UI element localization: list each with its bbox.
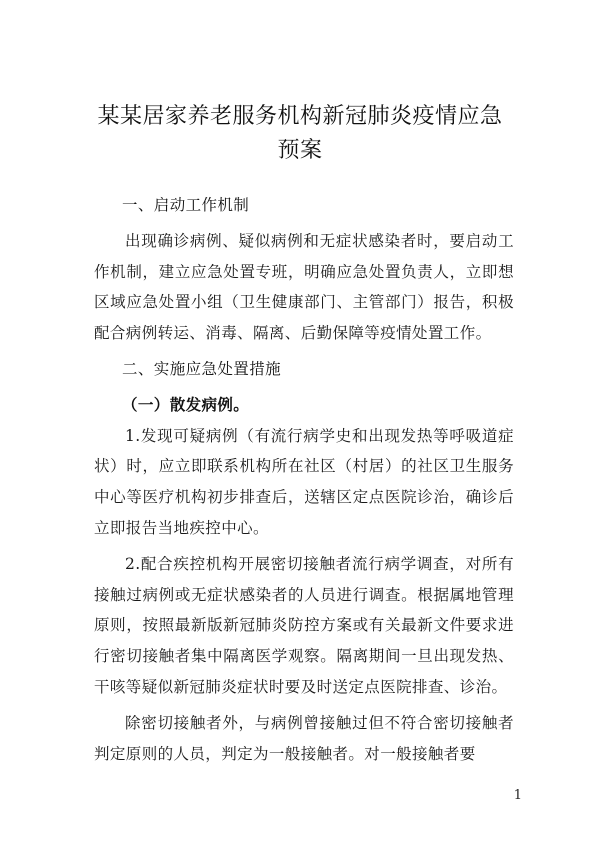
item-2-paragraph: 2.配合疾控机构开展密切接触者流行病学调查，对所有接触过病例或无症状感染者的人员进行调查。根据属地管理原则，按照最新版新冠肺炎防控方案或有关最新文件要求进行密切接触者集中隔离医学观察。隔离期间一旦出现发热、干咳等疑似新冠肺炎症状时要及时送定点医院排查、诊治。 <box>94 554 514 696</box>
section-2-heading: 二、实施应急处置措施 <box>122 359 282 378</box>
item-1-paragraph: 1.发现可疑病例（有流行病学史和出现发热等呼吸道症状）时，应立即联系机构所在社区（村居）的社区卫生服务中心等医疗机构初步排查后，送辖区定点医院诊治，确诊后立即报告当地疾控中心。 <box>94 426 514 537</box>
section-1-heading: 一、启动工作机制 <box>122 196 250 214</box>
title-line-1: 某某居家养老服务机构新冠肺炎疫情应急 <box>97 104 503 129</box>
subsection-1-heading: （一）散发病例。 <box>122 395 250 414</box>
general-contact-paragraph: 除密切接触者外，与病例曾接触过但不符合密切接触者判定原则的人员，判定为一般接触者。对一般接触者要 <box>94 713 514 763</box>
page-number: 1 <box>513 788 522 803</box>
document-title <box>96 100 504 168</box>
document-body <box>94 190 514 774</box>
title-line-2: 预案 <box>277 138 323 163</box>
section-1-paragraph: 出现确诊病例、疑似病例和无症状感染者时，要启动工作机制，建立应急处置专班，明确应急处置负责人，立即想区域应急处置小组（卫生健康部门、主管部门）报告，积极配合病例转运、消毒、隔离、后勤保障等疫情处置工作。 <box>94 231 514 343</box>
